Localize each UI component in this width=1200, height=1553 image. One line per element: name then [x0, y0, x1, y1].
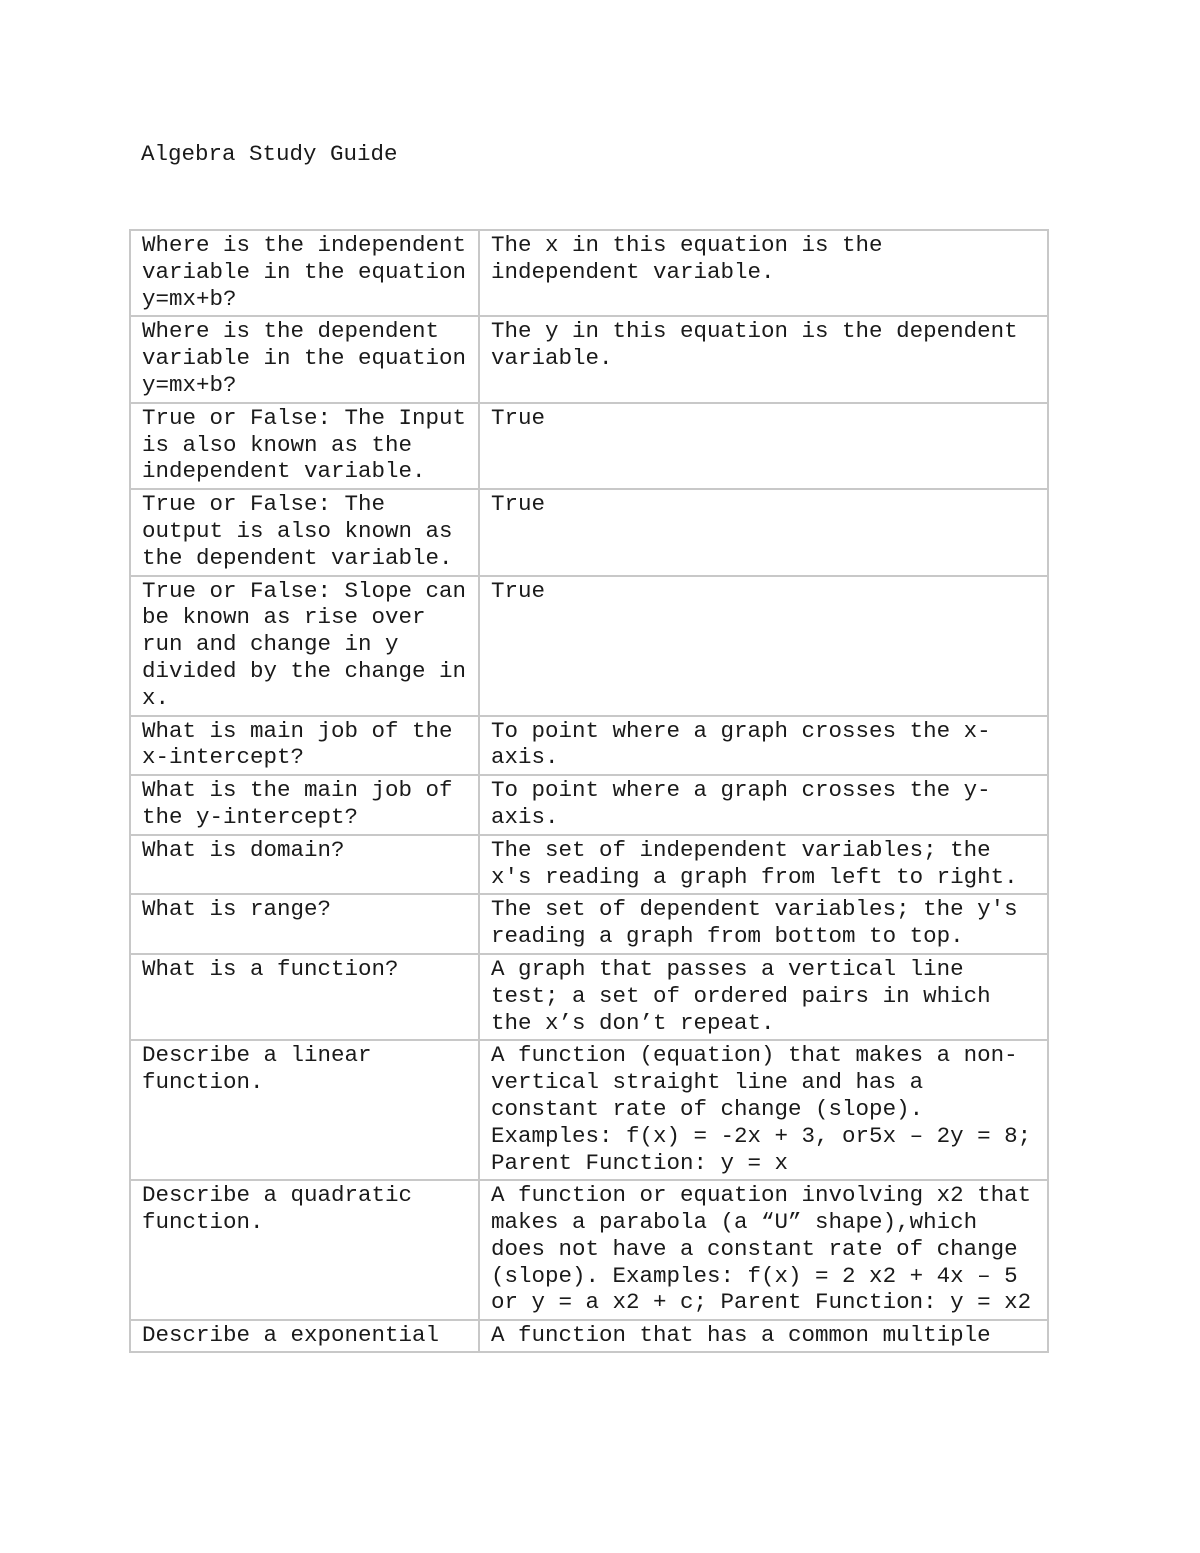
question-text: Where is the dependent variable in the equation y=mx+b?: [142, 318, 467, 398]
answer-cell: [479, 230, 1048, 316]
table-row: [130, 1180, 1048, 1320]
answer-cell: [479, 403, 1048, 489]
answer-cell: [479, 489, 1048, 575]
answer-cell: [479, 1320, 1048, 1352]
question-text: True or False: The Input is also known as the independent variable.: [142, 404, 467, 485]
table-row: [130, 403, 1048, 489]
question-cell: [130, 954, 479, 1040]
answer-cell: [479, 954, 1048, 1040]
answer-cell: [479, 894, 1048, 954]
question-text: Describe a exponential: [142, 1322, 440, 1349]
question-cell: [130, 835, 479, 895]
question-cell: [130, 230, 479, 316]
question-cell: [130, 1320, 479, 1352]
question-cell: [130, 775, 479, 835]
table-row: [130, 230, 1048, 316]
table-row: [130, 775, 1048, 835]
answer-text: The x in this equation is the independent variable.: [491, 232, 883, 285]
answer-text: True: [491, 577, 546, 604]
question-cell: [130, 316, 479, 402]
question-cell: [130, 716, 479, 776]
table-row: [130, 316, 1048, 402]
study-guide-table: [129, 229, 1049, 1353]
question-text: Where is the independent variable in the equation y=mx+b?: [142, 232, 467, 312]
table-row: [130, 1040, 1048, 1180]
question-cell: [130, 1040, 479, 1180]
question-text: True or False: The output is also known as the dependent variable.: [142, 491, 453, 571]
answer-cell: [479, 716, 1048, 776]
answer-cell: [479, 576, 1048, 716]
question-text: What is the main job of the y-intercept?: [142, 777, 453, 830]
answer-text: A function or equation involving x2 that makes a parabola (a “U” shape),which does not have a constant rate of change (slope). Examples: f(x) = 2 x2 + 4x – 5 or y = a x2 + c; Parent Function: y = x2: [491, 1182, 1032, 1316]
question-text: Describe a quadratic function.: [142, 1182, 413, 1236]
answer-cell: [479, 1180, 1048, 1320]
question-text: What is domain?: [142, 836, 345, 863]
answer-text: To point where a graph crosses the y-axis.: [491, 777, 991, 830]
answer-text: A function that has a common multiple: [491, 1322, 991, 1349]
answer-cell: [479, 316, 1048, 402]
question-cell: [130, 894, 479, 954]
answer-text: The set of dependent variables; the y's reading a graph from bottom to top.: [491, 896, 1018, 950]
table-row: [130, 835, 1048, 895]
answer-cell: [479, 835, 1048, 895]
question-text: Describe a linear function.: [142, 1042, 372, 1096]
table-row: [130, 489, 1048, 575]
question-cell: [130, 489, 479, 575]
answer-text: The set of independent variables; the x's reading a graph from left to right.: [491, 836, 1018, 890]
document-title: Algebra Study Guide: [141, 141, 398, 167]
table-row: [130, 894, 1048, 954]
question-text: What is range?: [142, 896, 332, 923]
question-text: What is main job of the x-intercept?: [142, 717, 453, 771]
question-cell: [130, 1180, 479, 1320]
table-row: [130, 1320, 1048, 1352]
table-row: [130, 716, 1048, 776]
answer-text: To point where a graph crosses the x-axis.: [491, 717, 991, 771]
question-cell: [130, 403, 479, 489]
answer-text: True: [491, 491, 546, 518]
answer-text: The y in this equation is the dependent variable.: [491, 318, 1018, 372]
answer-cell: [479, 1040, 1048, 1180]
question-cell: [130, 576, 479, 716]
question-text: True or False: Slope can be known as rise over run and change in y divided by the change in x.: [142, 577, 467, 711]
answer-text: A graph that passes a vertical line test; a set of ordered pairs in which the x’s don’t repeat.: [491, 955, 991, 1036]
table-row: [130, 954, 1048, 1040]
answer-text: True: [491, 404, 546, 431]
answer-text: A function (equation) that makes a non-vertical straight line and has a constant rate of change (slope). Examples: f(x) = -2x + 3, or5x – 2y = 8; Parent Function: y = x: [491, 1042, 1032, 1176]
question-text: What is a function?: [142, 955, 399, 982]
table-row: [130, 576, 1048, 716]
answer-cell: [479, 775, 1048, 835]
